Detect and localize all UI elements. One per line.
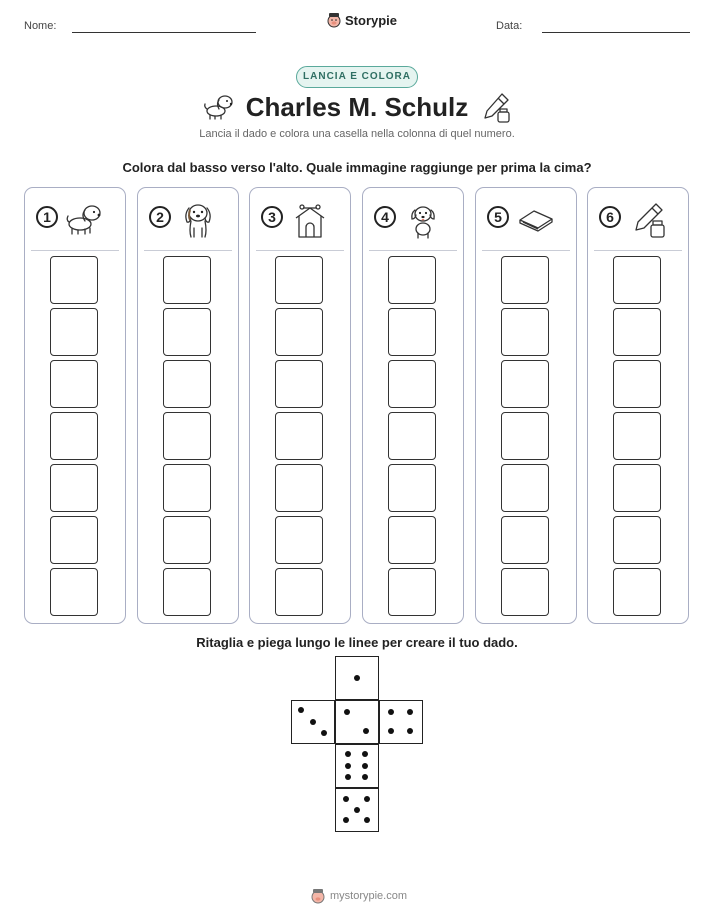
color-box[interactable] bbox=[163, 516, 211, 564]
column-header bbox=[484, 202, 570, 242]
column-number: 4 bbox=[374, 206, 396, 228]
dice-pip bbox=[364, 796, 370, 802]
color-box[interactable] bbox=[501, 412, 549, 460]
dice-pip bbox=[388, 728, 394, 734]
logo-text: Storypie bbox=[345, 12, 398, 28]
color-box[interactable] bbox=[275, 308, 323, 356]
dice-pip bbox=[354, 675, 360, 681]
color-box[interactable] bbox=[388, 568, 436, 616]
column-divider bbox=[482, 250, 570, 251]
dice-pip bbox=[343, 796, 349, 802]
instruction-text: Colora dal basso verso l'alto. Quale immagine raggiunge per prima la cima? bbox=[122, 160, 592, 175]
color-box[interactable] bbox=[50, 360, 98, 408]
dice-pip bbox=[343, 817, 349, 823]
pig-footer-icon bbox=[310, 888, 326, 904]
column-number: 6 bbox=[599, 206, 621, 228]
color-box[interactable] bbox=[388, 516, 436, 564]
dice-pip bbox=[345, 774, 351, 780]
storypie-logo bbox=[326, 12, 397, 28]
activity-badge: LANCIA E COLORA bbox=[296, 66, 418, 88]
color-box[interactable] bbox=[163, 308, 211, 356]
dice-pip bbox=[407, 709, 413, 715]
dice-face-6 bbox=[335, 744, 379, 788]
pen-ink-icon bbox=[628, 202, 668, 245]
footer bbox=[310, 888, 407, 904]
color-box[interactable] bbox=[613, 412, 661, 460]
column-number: 1 bbox=[36, 206, 58, 228]
color-box[interactable] bbox=[163, 568, 211, 616]
column-number: 2 bbox=[149, 206, 171, 228]
column-header bbox=[596, 202, 682, 242]
color-box[interactable] bbox=[50, 516, 98, 564]
dice-face-1 bbox=[335, 656, 379, 700]
doghouse-icon bbox=[290, 202, 330, 245]
dice-pip bbox=[354, 807, 360, 813]
page-title: Charles M. Schulz bbox=[245, 92, 469, 122]
column-header bbox=[371, 202, 457, 242]
small-dog-icon bbox=[403, 202, 443, 245]
footer-url[interactable]: mystorypie.com bbox=[330, 890, 408, 902]
color-box[interactable] bbox=[388, 308, 436, 356]
book-icon bbox=[516, 202, 556, 243]
column-number: 3 bbox=[261, 206, 283, 228]
color-box[interactable] bbox=[388, 412, 436, 460]
color-box[interactable] bbox=[163, 464, 211, 512]
color-box[interactable] bbox=[613, 464, 661, 512]
color-box[interactable] bbox=[275, 256, 323, 304]
color-box[interactable] bbox=[613, 256, 661, 304]
dice-pip bbox=[345, 751, 351, 757]
dice-face-3 bbox=[291, 700, 335, 744]
column-6 bbox=[587, 187, 689, 624]
color-box[interactable] bbox=[501, 568, 549, 616]
color-box[interactable] bbox=[275, 568, 323, 616]
color-box[interactable] bbox=[275, 516, 323, 564]
dice-pip bbox=[321, 730, 327, 736]
column-divider bbox=[256, 250, 344, 251]
color-box[interactable] bbox=[163, 360, 211, 408]
dice-face-2 bbox=[335, 700, 379, 744]
beagle-icon bbox=[178, 202, 218, 245]
color-box[interactable] bbox=[163, 256, 211, 304]
color-box[interactable] bbox=[501, 464, 549, 512]
dice-pip bbox=[362, 774, 368, 780]
dice-pip bbox=[388, 709, 394, 715]
column-5 bbox=[475, 187, 577, 624]
color-box[interactable] bbox=[275, 360, 323, 408]
dice-pip bbox=[363, 728, 369, 734]
color-box[interactable] bbox=[275, 412, 323, 460]
column-number: 5 bbox=[487, 206, 509, 228]
pen-ink-title-icon bbox=[478, 92, 512, 124]
color-box[interactable] bbox=[613, 360, 661, 408]
column-header bbox=[33, 202, 119, 242]
column-3 bbox=[249, 187, 351, 624]
color-box[interactable] bbox=[501, 308, 549, 356]
column-header bbox=[146, 202, 232, 242]
color-box[interactable] bbox=[501, 256, 549, 304]
color-box[interactable] bbox=[501, 516, 549, 564]
dice-face-5 bbox=[335, 788, 379, 832]
dice-pip bbox=[364, 817, 370, 823]
name-label: Nome: bbox=[24, 20, 57, 32]
dice-pip bbox=[407, 728, 413, 734]
date-line[interactable] bbox=[542, 32, 690, 33]
puppy-icon bbox=[65, 202, 105, 243]
color-box[interactable] bbox=[613, 516, 661, 564]
column-4 bbox=[362, 187, 464, 624]
column-header bbox=[258, 202, 344, 242]
dice-pip bbox=[344, 709, 350, 715]
color-box[interactable] bbox=[50, 412, 98, 460]
color-box[interactable] bbox=[388, 360, 436, 408]
column-1 bbox=[24, 187, 126, 624]
color-box[interactable] bbox=[163, 412, 211, 460]
name-line[interactable] bbox=[72, 32, 256, 33]
color-box[interactable] bbox=[50, 464, 98, 512]
pig-logo-icon bbox=[326, 12, 342, 28]
color-box[interactable] bbox=[613, 308, 661, 356]
dice-face-4 bbox=[379, 700, 423, 744]
column-divider bbox=[31, 250, 119, 251]
column-2 bbox=[137, 187, 239, 624]
column-divider bbox=[594, 250, 682, 251]
subtitle: Lancia il dado e colora una casella nella colonna di quel numero. bbox=[199, 128, 515, 140]
dice-pip bbox=[362, 751, 368, 757]
dice-pip bbox=[362, 763, 368, 769]
column-divider bbox=[144, 250, 232, 251]
column-divider bbox=[369, 250, 457, 251]
color-box[interactable] bbox=[275, 464, 323, 512]
dice-instruction: Ritaglia e piega lungo le linee per creare il tuo dado. bbox=[196, 635, 518, 650]
color-box[interactable] bbox=[613, 568, 661, 616]
date-label: Data: bbox=[496, 20, 523, 32]
dice-pip bbox=[298, 707, 304, 713]
color-box[interactable] bbox=[50, 568, 98, 616]
color-box[interactable] bbox=[388, 464, 436, 512]
color-box[interactable] bbox=[501, 360, 549, 408]
color-box[interactable] bbox=[50, 308, 98, 356]
color-box[interactable] bbox=[50, 256, 98, 304]
dice-pip bbox=[345, 763, 351, 769]
dice-pip bbox=[310, 719, 316, 725]
color-box[interactable] bbox=[388, 256, 436, 304]
